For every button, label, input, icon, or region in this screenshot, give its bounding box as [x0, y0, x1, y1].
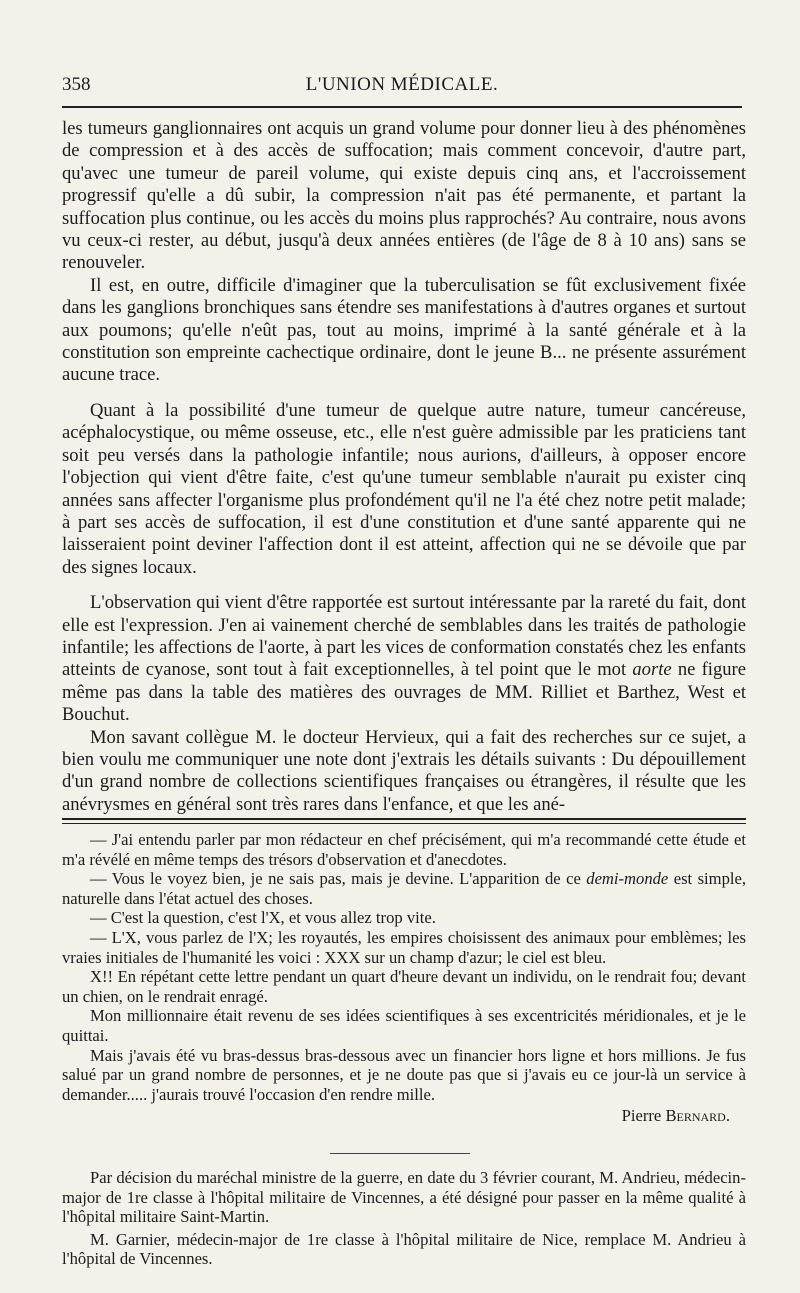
feuilleton-line-3: — C'est la question, c'est l'X, et vous allez trop vite.	[90, 908, 436, 928]
paragraph-2: Il est, en outre, difficile d'imaginer que la tuberculisation se fût exclusivement fixée dans les ganglions bronchiques sans étendre ses manifestations à d'autres organes et surtout aux poumons; qu'elle n'eût pas, tout au moins, imprimé à la santé générale et à la constitution son empreinte cachectique ordinaire, dont le jeune B... ne présente assurément aucune trace.	[62, 274, 746, 386]
feuilleton-rule-thin	[62, 823, 746, 824]
feuilleton-line-2-text-b: est simple, naturelle dans l'état actuel des choses.	[62, 869, 746, 908]
author-signature	[62, 1106, 746, 1126]
feuilleton-line-2-italic: demi-monde	[586, 869, 669, 889]
news-separator	[330, 1153, 470, 1154]
signature-last-name: Bernard.	[665, 1106, 730, 1126]
signature-first-name: Pierre	[621, 1106, 666, 1126]
paragraph-4-text-b: ne figure même pas dans la table des matières des ouvrages de MM. Rilliet et Barthez, West et Bouchut.	[62, 659, 746, 726]
paragraph-5: Mon savant collègue M. le docteur Hervieux, qui a fait des recherches sur ce sujet, a bien voulu me communiquer une note dont j'extrais les détails suivants : Du dépouillement d'un grand nombre de collections scientifiques françaises ou étrangères, il résulte que les anévrysmes en général sont très rares dans l'enfance, et que les ané-	[62, 726, 746, 815]
feuilleton-line-4: — L'X, vous parlez de l'X; les royautés, les empires choisissent des animaux pour emblèmes; les vraies initiales de l'humanité les voici : XXX sur un champ d'azur; le ciel est bleu.	[62, 927, 746, 967]
page-header	[62, 74, 742, 100]
news-item-1: Par décision du maréchal ministre de la guerre, en date du 3 février courant, M. Andrieu, médecin-major de 1re classe à l'hôpital militaire de Vincennes, a été désigné pour passer en la même qualité à l'hôpital militaire Saint-Martin.	[62, 1168, 746, 1227]
feuilleton-line-1: — J'ai entendu parler par mon rédacteur en chef précisément, qui m'a recommandé cette étude et m'a révélé en même temps des trésors d'observation et d'anecdotes.	[62, 830, 746, 869]
paragraph-4-italic: aorte	[632, 659, 672, 681]
paragraph-3: Quant à la possibilité d'une tumeur de quelque autre nature, tumeur cancéreuse, acéphalocystique, ou même osseuse, etc., elle n'est guère admissible par les praticiens tant soit peu versés dans la pathologie infantile; nous aurions, d'ailleurs, à opposer encore l'objection qui vient d'être faite, c'est qu'une tumeur semblable n'aurait pu exister cinq années sans affecter l'organisme plus profondément qu'il ne l'a été chez notre petit malade; à part ses accès de suffocation, il est d'une constitution et d'une santé apparente qui ne laisseraient point deviner l'affection dont il est atteint, affection qui ne se dévoile que par des signes locaux.	[62, 399, 746, 578]
paragraph-4	[62, 592, 746, 726]
news-item-2: M. Garnier, médecin-major de 1re classe à l'hôpital militaire de Nice, remplace M. Andrieu à l'hôpital de Vincennes.	[62, 1229, 746, 1269]
news-section	[62, 1168, 746, 1269]
feuilleton-rule-thick	[62, 818, 746, 820]
feuilleton-line-6: Mon millionnaire était revenu de ses idées scientifiques à ses excentricités méridionales, et je le quittai.	[62, 1006, 746, 1045]
feuilleton-line-2-text-a: — Vous le voyez bien, je ne sais pas, mais je devine. L'apparition de ce	[90, 869, 587, 889]
feuilleton-line-5: X!! En répétant cette lettre pendant un quart d'heure devant un individu, on le rendrait fou; devant un chien, on le rendrait enragé.	[62, 967, 746, 1006]
feuilleton-line-7: Mais j'avais été vu bras-dessus bras-dessous avec un financier hors ligne et hors millions. Je fus salué par un grand nombre de personnes, et je ne doute pas que si j'avais eu ce jour-là un service à demander..... j'aurais trouvé l'occasion d'en rendre mille.	[62, 1045, 746, 1104]
page-number: 358	[62, 74, 91, 95]
paragraph-4-text-a: L'observation qui vient d'être rapportée est surtout intéressante par la rareté du fait, dont elle est l'expression. J'en ai vainement cherché de semblables dans les traités de pathologie infantile; les affections de l'aorte, à part les vices de conformation constatés chez les enfants atteints de cyanose, sont tout à fait exceptionnelles, à tel point que le mot	[62, 592, 746, 681]
header-rule	[62, 106, 742, 108]
feuilleton-line-2	[62, 869, 746, 908]
main-article	[62, 118, 746, 816]
feuilleton-section	[62, 830, 746, 1126]
paragraph-1: les tumeurs ganglionnaires ont acquis un grand volume pour donner lieu à des phénomènes de compression et à des accès de suffocation; mais comment concevoir, d'autre part, qu'avec une tumeur de pareil volume, qui existe depuis cinq ans, et l'accroissement progressif qu'elle a dû subir, la compression n'ait pas été permanente, et partant la suffocation plus continue, ou les accès du moins plus rapprochés? Au contraire, nous avons vu ceux-ci rester, au début, jusqu'à deux années entières (de l'âge de 8 à 10 ans) sans se renouveler.	[62, 118, 746, 274]
running-title: L'UNION MÉDICALE.	[305, 74, 499, 95]
